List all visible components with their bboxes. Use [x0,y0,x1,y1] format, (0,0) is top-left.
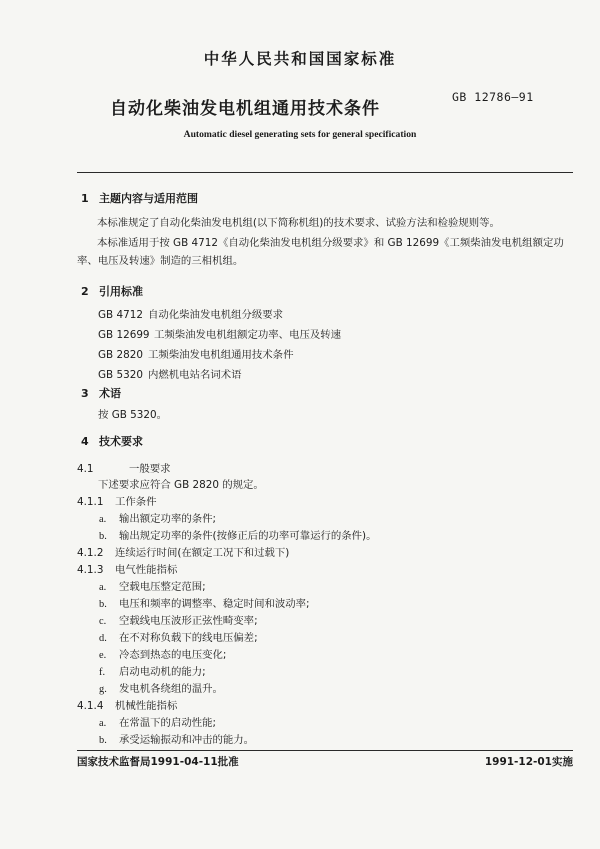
list-item [99,527,376,542]
list-item-letter: a. [99,514,107,525]
section-3-number: 3 [81,387,89,400]
reference-item [98,346,293,361]
list-item-text: 启动电动机的能力; [119,666,206,678]
list-item-text: 在常温下的启动性能; [119,717,217,729]
clause-title: 连续运行时间(在额定工况下和过载下) [115,547,290,559]
list-item [99,612,258,627]
section-3-heading [81,385,121,401]
section-3-text: 按 GB 5320。 [98,409,168,421]
reference-code: GB 5320 [98,369,143,381]
reference-item [98,366,242,381]
document-title: 自动化柴油发电机组通用技术条件 [110,99,380,119]
list-item [99,510,216,525]
list-item-letter: b. [99,599,107,610]
section-2-title: 引用标准 [99,285,143,298]
section-1-heading [81,190,198,206]
list-item-text: 空载线电压波形正弦性畸变率; [119,615,258,627]
reference-title: 自动化柴油发电机组分级要求 [148,309,284,321]
section-1-paragraph-1: 本标准规定了自动化柴油发电机组(以下简称机组)的技术要求、试验方法和检验规则等。 [97,217,500,229]
clause-number: 4.1 [77,463,94,475]
list-item [99,646,226,661]
list-item-letter: a. [99,718,107,729]
list-item [99,731,254,746]
list-item-text: 发电机各绕组的温升。 [119,683,223,695]
reference-title: 内燃机电站名词术语 [148,369,242,381]
list-item-letter: d. [99,633,107,644]
clause-title: 电气性能指标 [115,564,178,576]
section-1-number: 1 [81,192,89,205]
reference-code: GB 4712 [98,309,143,321]
reference-item [98,306,283,321]
reference-code: GB 12699 [98,329,150,341]
reference-code: GB 2820 [98,349,143,361]
clause-4-1-heading [77,460,171,475]
list-item-letter: a. [99,582,107,593]
clause-number: 4.1.4 [77,700,104,712]
list-item-text: 在不对称负载下的线电压偏差; [119,632,258,644]
clause-4-1-4-heading [77,697,177,712]
list-item-text: 冷态到热态的电压变化; [119,649,227,661]
section-1-paragraph-2: 本标准适用于按 GB 4712《自动化柴油发电机组分级要求》和 GB 12699《工频柴油发电机组额定功率、电压及转速》制造的三相机组。 [77,237,564,267]
clause-number: 4.1.2 [77,547,104,559]
clause-number: 4.1.1 [77,496,104,508]
clause-title: 一般要求 [129,463,171,475]
effective-date: 1991-12-01实施 [484,756,573,768]
clause-4-1-1-heading [77,493,157,508]
list-item-text: 输出规定功率的条件(按修正后的功率可靠运行的条件)。 [119,530,377,542]
list-item [99,578,206,593]
clause-4-1-3-heading [77,561,177,576]
section-4-number: 4 [81,435,89,448]
list-item [99,595,310,610]
reference-title: 工频柴油发电机组通用技术条件 [148,349,294,361]
section-2-number: 2 [81,285,89,298]
section-1-title: 主题内容与适用范围 [99,192,198,205]
standard-number: GB 12786—91 [452,90,534,104]
list-item-text: 输出额定功率的条件; [119,513,217,525]
reference-item [98,326,341,341]
list-item [99,663,206,678]
list-item-letter: b. [99,735,107,746]
section-2-heading [81,283,143,299]
national-standard-heading: 中华人民共和国国家标准 [203,50,397,68]
list-item-text: 电压和频率的调整率、稳定时间和波动率; [119,598,310,610]
clause-4-1-2-heading [77,544,289,559]
top-divider [77,172,573,173]
section-3-title: 术语 [99,387,121,400]
clause-title: 机械性能指标 [115,700,178,712]
clause-4-1-text: 下述要求应符合 GB 2820 的规定。 [98,479,264,491]
bottom-divider [77,750,573,751]
list-item [99,680,223,695]
clause-number: 4.1.3 [77,564,104,576]
list-item-text: 承受运输振动和冲击的能力。 [119,734,255,746]
list-item [99,714,216,729]
approval-statement: 国家技术监督局1991-04-11批准 [77,756,239,768]
list-item-letter: e. [99,650,107,661]
english-title: Automatic diesel generating sets for general specification [183,129,417,140]
section-4-title: 技术要求 [99,435,143,448]
list-item-letter: f. [99,667,106,678]
list-item [99,629,258,644]
list-item-text: 空载电压整定范围; [119,581,206,593]
list-item-letter: g. [99,684,107,695]
section-4-heading [81,433,143,449]
clause-title: 工作条件 [115,496,157,508]
reference-title: 工频柴油发电机组额定功率、电压及转速 [154,329,342,341]
list-item-letter: b. [99,531,107,542]
list-item-letter: c. [99,616,107,627]
